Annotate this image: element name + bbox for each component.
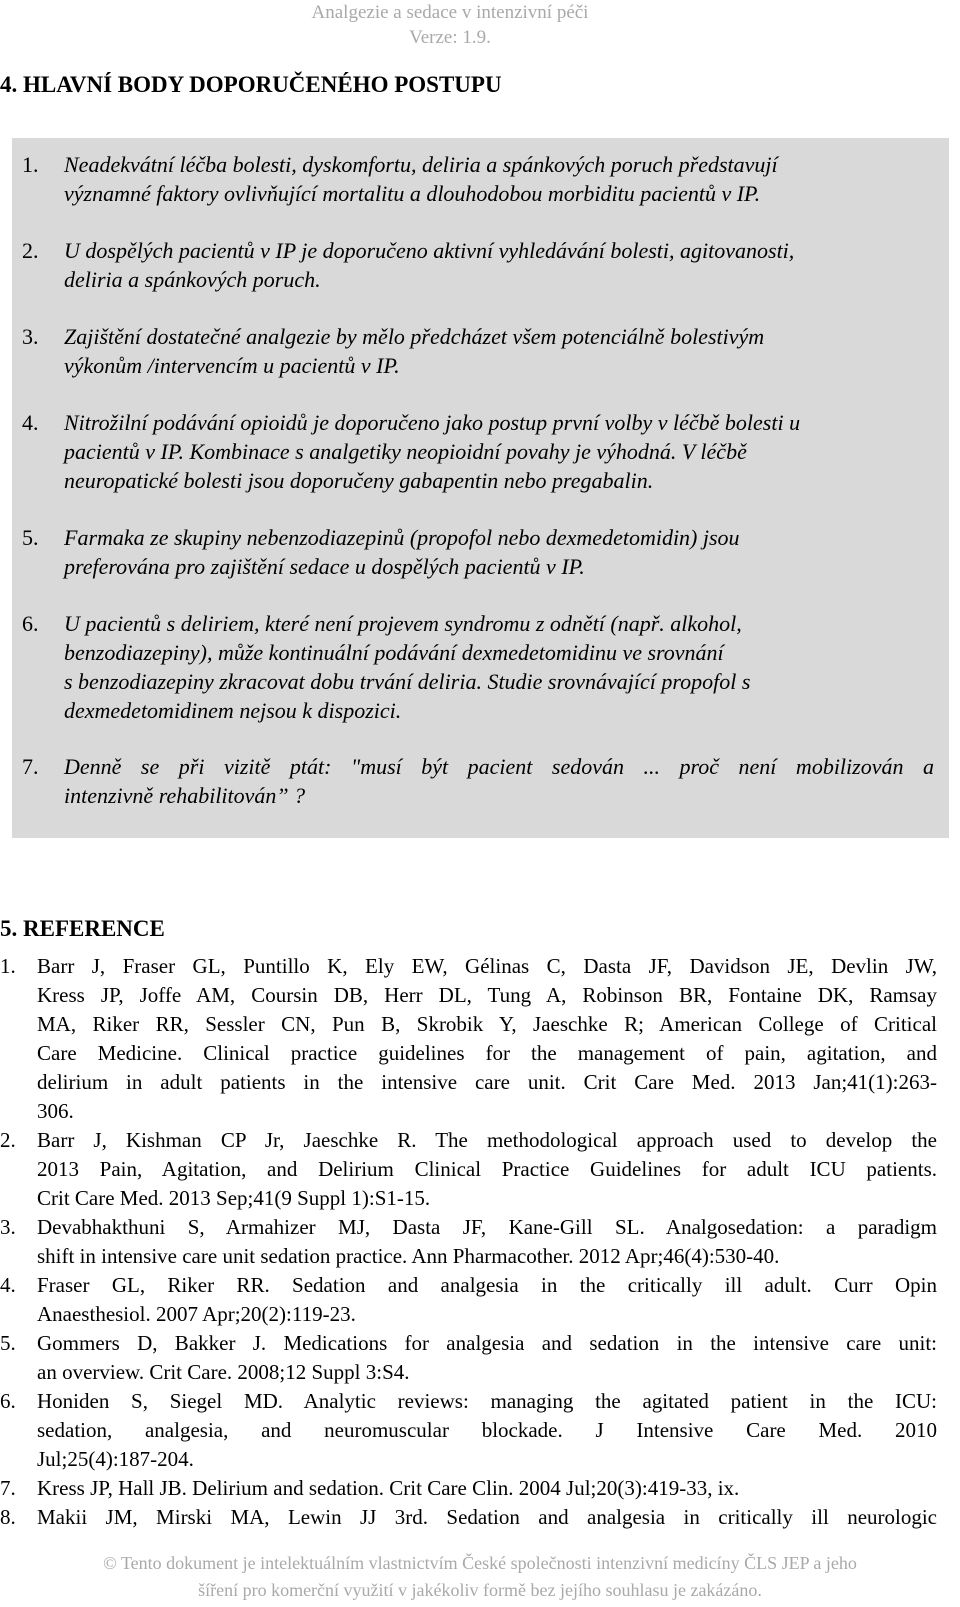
key-point-line: Zajištění dostatečné analgezie by mělo předcházet všem potenciálně bolestivým bbox=[64, 324, 765, 349]
reference-line: Anaesthesiol. 2007 Apr;20(2):119-23. bbox=[37, 1302, 356, 1326]
key-point-line: U pacientů s deliriem, které není projevem syndromu z odnětí (např. alkohol, bbox=[64, 611, 742, 636]
reference-number: 1. bbox=[0, 954, 16, 978]
reference-line: MA, Riker RR, Sessler CN, Pun B, Skrobik Y, Jaeschke R; American College of Critical bbox=[37, 1012, 937, 1036]
reference-number: 2. bbox=[0, 1128, 16, 1152]
reference-line: Care Medicine. Clinical practice guidelines for the management of pain, agitation, and bbox=[37, 1041, 937, 1065]
reference-line: Kress JP, Joffe AM, Coursin DB, Herr DL, Tung A, Robinson BR, Fontaine DK, Ramsay bbox=[37, 983, 937, 1007]
key-point-line: pacientů v IP. Kombinace s analgetiky neopioidní povahy je výhodná. V léčbě bbox=[64, 439, 747, 464]
reference-number: 4. bbox=[0, 1273, 16, 1297]
reference-line: Crit Care Med. 2013 Sep;41(9 Suppl 1):S1-15. bbox=[37, 1186, 431, 1210]
key-point-line: výkonům /intervencím u pacientů v IP. bbox=[64, 353, 400, 378]
key-point-number: 3. bbox=[22, 324, 39, 349]
key-point-line: s benzodiazepiny zkracovat dobu trvání deliria. Studie srovnávající propofol s bbox=[64, 669, 751, 694]
reference-number: 6. bbox=[0, 1389, 16, 1413]
key-point-line: neuropatické bolesti jsou doporučeny gabapentin nebo pregabalin. bbox=[64, 468, 654, 493]
section-5-heading: 5. REFERENCE bbox=[0, 916, 165, 942]
copyright-footer bbox=[0, 1550, 960, 1604]
key-point-line: významné faktory ovlivňující mortalitu a dlouhodobou morbiditu pacientů v IP. bbox=[64, 181, 761, 206]
reference-line: Barr J, Kishman CP Jr, Jaeschke R. The methodological approach used to develop the bbox=[37, 1128, 937, 1152]
key-point-line: deliria a spánkových poruch. bbox=[64, 267, 321, 292]
reference-line: Barr J, Fraser GL, Puntillo K, Ely EW, Gélinas C, Dasta JF, Davidson JE, Devlin JW, bbox=[37, 954, 937, 978]
key-point-line: U dospělých pacientů v IP je doporučeno aktivní vyhledávání bolesti, agitovanosti, bbox=[64, 238, 795, 263]
copyright-line-2: šíření pro komerční využití v jakékoliv formě bez jejího souhlasu je zakázáno. bbox=[198, 1580, 762, 1600]
key-points-box bbox=[12, 138, 949, 838]
key-point-number: 6. bbox=[22, 611, 39, 636]
reference-line: Gommers D, Bakker J. Medications for analgesia and sedation in the intensive care unit: bbox=[37, 1331, 937, 1355]
key-point-line: intenzivně rehabilitován” ? bbox=[64, 783, 306, 808]
reference-number: 7. bbox=[0, 1476, 16, 1500]
key-point-number: 1. bbox=[22, 152, 39, 177]
key-point-line: Neadekvátní léčba bolesti, dyskomfortu, deliria a spánkových poruch představují bbox=[64, 152, 778, 177]
reference-line: 2013 Pain, Agitation, and Delirium Clinical Practice Guidelines for adult ICU patients. bbox=[37, 1157, 937, 1181]
key-point-line: dexmedetomidinem nejsou k dispozici. bbox=[64, 698, 402, 723]
key-point-line: Denně se při vizitě ptát: "musí být pacient sedován ... proč není mobilizován a bbox=[64, 754, 934, 779]
reference-line: sedation, analgesia, and neuromuscular blockade. J Intensive Care Med. 2010 bbox=[37, 1418, 937, 1442]
reference-line: an overview. Crit Care. 2008;12 Suppl 3:S4. bbox=[37, 1360, 410, 1384]
document-title: Analgezie a sedace v intenzivní péči bbox=[311, 2, 589, 23]
reference-number: 5. bbox=[0, 1331, 16, 1355]
reference-line: Fraser GL, Riker RR. Sedation and analgesia in the critically ill adult. Curr Opin bbox=[37, 1273, 937, 1297]
reference-line: Devabhakthuni S, Armahizer MJ, Dasta JF, Kane-Gill SL. Analgosedation: a paradigm bbox=[37, 1215, 937, 1239]
key-point-line: preferována pro zajištění sedace u dospělých pacientů v IP. bbox=[64, 554, 585, 579]
key-point-line: Farmaka ze skupiny nebenzodiazepinů (propofol nebo dexmedetomidin) jsou bbox=[64, 525, 740, 550]
key-point-line: benzodiazepiny), může kontinuální podávání dexmedetomidinu ve srovnání bbox=[64, 640, 724, 665]
page-header bbox=[0, 0, 900, 50]
reference-number: 3. bbox=[0, 1215, 16, 1239]
reference-number: 8. bbox=[0, 1505, 16, 1529]
section-4-heading: 4. HLAVNÍ BODY DOPORUČENÉHO POSTUPU bbox=[0, 72, 502, 97]
copyright-line-1: © Tento dokument je intelektuálním vlastnictvím České společnosti intenzivní medicíny ČLS JEP a jeho bbox=[103, 1553, 857, 1573]
reference-line: 306. bbox=[37, 1099, 74, 1123]
key-point-line: Nitrožilní podávání opioidů je doporučeno jako postup první volby v léčbě bolesti u bbox=[64, 410, 801, 435]
key-point-number: 7. bbox=[22, 754, 39, 779]
reference-line: delirium in adult patients in the intensive care unit. Crit Care Med. 2013 Jan;41(1):263- bbox=[37, 1070, 937, 1094]
key-point-number: 4. bbox=[22, 410, 39, 435]
key-point-number: 5. bbox=[22, 525, 39, 550]
key-point-number: 2. bbox=[22, 238, 39, 263]
reference-line: Jul;25(4):187-204. bbox=[37, 1447, 194, 1471]
reference-line: shift in intensive care unit sedation practice. Ann Pharmacother. 2012 Apr;46(4):530-40. bbox=[37, 1244, 780, 1268]
reference-line: Honiden S, Siegel MD. Analytic reviews: managing the agitated patient in the ICU: bbox=[37, 1389, 937, 1413]
document-version: Verze: 1.9. bbox=[409, 27, 491, 48]
reference-line: Kress JP, Hall JB. Delirium and sedation. Crit Care Clin. 2004 Jul;20(3):419-33, ix. bbox=[37, 1476, 740, 1500]
reference-line: Makii JM, Mirski MA, Lewin JJ 3rd. Sedation and analgesia in critically ill neurologic bbox=[37, 1505, 937, 1529]
